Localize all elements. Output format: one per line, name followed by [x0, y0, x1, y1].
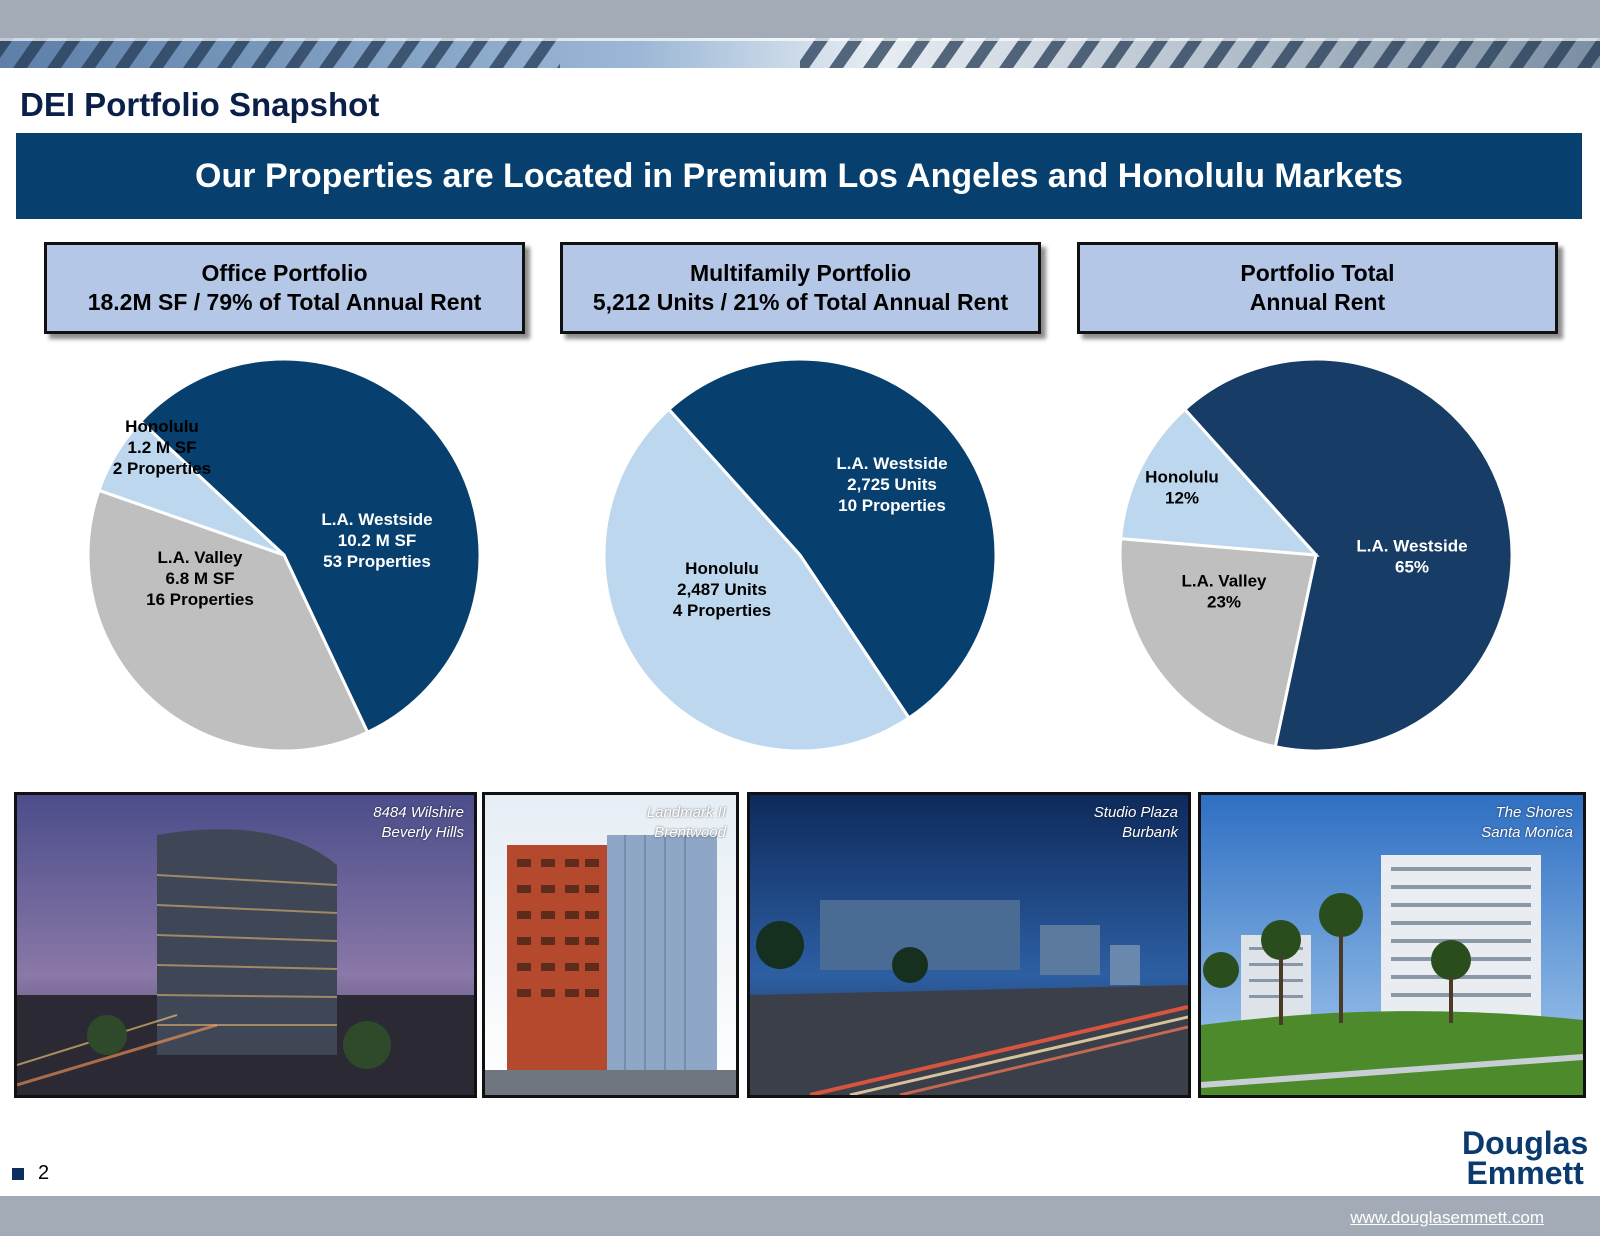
total-box-subtitle: Annual Rent — [1249, 289, 1386, 315]
photo-the-shores — [1198, 792, 1586, 1098]
photo-landmark-ii — [482, 792, 739, 1098]
data-label: L.A. Valley 23% — [1181, 571, 1267, 612]
page-title: DEI Portfolio Snapshot — [20, 86, 380, 123]
data-label: L.A. Westside 2,725 Units 10 Properties — [836, 454, 948, 515]
office-box-subtitle: 18.2M SF / 79% of Total Annual Rent — [87, 289, 482, 315]
data-label: L.A. Westside 10.2 M SF 53 Properties — [321, 510, 433, 571]
page-number: 2 — [38, 1162, 50, 1184]
data-label: Honolulu 12% — [1145, 467, 1219, 508]
total-box-title: Portfolio Total — [1240, 260, 1395, 286]
headline-banner: Our Properties are Located in Premium Los Angeles and Honolulu Markets — [16, 133, 1582, 219]
photo-caption: 8484 Wilshire Beverly Hills — [373, 804, 464, 841]
office-box-title: Office Portfolio — [201, 260, 368, 286]
multifamily-box-subtitle: 5,212 Units / 21% of Total Annual Rent — [592, 289, 1009, 315]
photo-caption: Landmark II Brentwood — [646, 804, 726, 841]
photo-8484-wilshire — [14, 792, 477, 1098]
photo-caption: The Shores Santa Monica — [1481, 804, 1573, 841]
douglas-emmett-logo: Douglas Emmett — [1462, 1125, 1589, 1191]
page-marker — [12, 1168, 24, 1180]
data-label: Honolulu 2,487 Units 4 Properties — [672, 559, 772, 620]
photo-caption: Studio Plaza Burbank — [1093, 804, 1178, 841]
multifamily-box-title: Multifamily Portfolio — [689, 260, 912, 286]
photo-studio-plaza — [747, 792, 1191, 1098]
data-label: L.A. Valley 6.8 M SF 16 Properties — [146, 548, 254, 609]
data-label: L.A. Westside 65% — [1356, 536, 1468, 577]
website-link[interactable]: www.douglasemmett.com — [1350, 1208, 1544, 1227]
data-label: Honolulu 1.2 M SF 2 Properties — [112, 417, 212, 478]
